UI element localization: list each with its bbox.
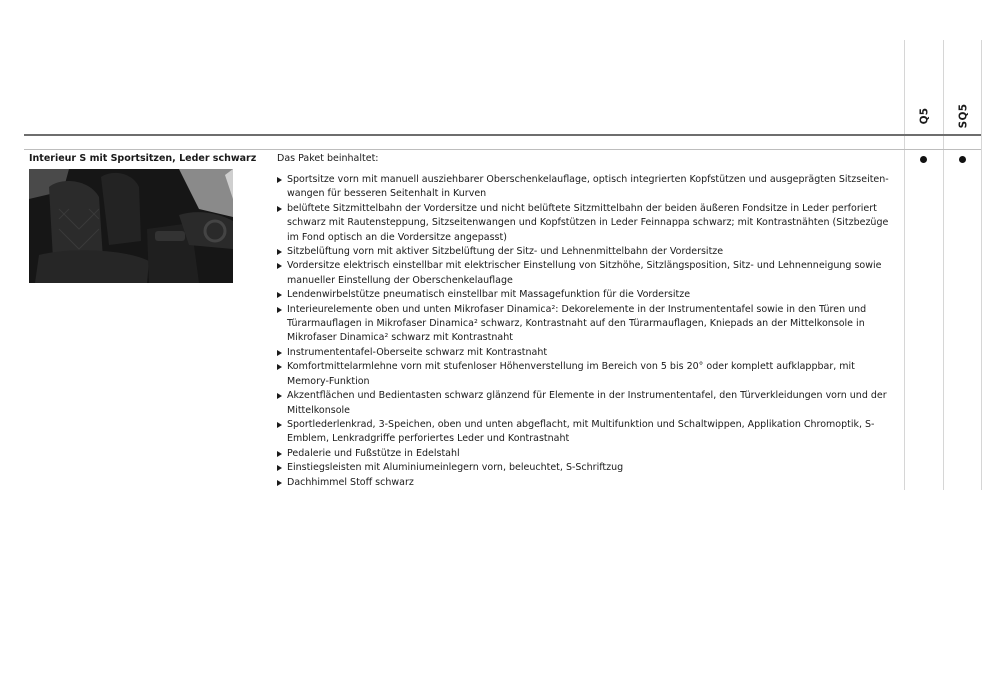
triangle-bullet-icon [277,292,282,298]
list-item [277,346,897,360]
list-item-text: Akzentflächen und Bedientasten schwarz glänzend für Elemente in der Instrumententafel, den Türverkleidungen vorn und der Mittelkonsole [287,390,887,416]
triangle-bullet-icon [277,177,282,183]
feature-title: Interieur S mit Sportsitzen, Leder schwarz [29,153,257,164]
triangle-bullet-icon [277,422,282,428]
triangle-bullet-icon [277,465,282,471]
list-item-text: Dachhimmel Stoff schwarz [287,476,414,488]
list-item [277,418,897,447]
triangle-bullet-icon [277,480,282,486]
package-intro: Das Paket beinhaltet: [277,153,379,164]
row-rule [24,149,981,150]
list-item-text: Pedalerie und Fußstütze in Edelstahl [287,447,460,459]
list-item-text: Sportlederlenkrad, 3-Speichen, oben und unten abgeflacht, mit Multifunktion und Schaltwippen, Applikation Chromoptik, S-Emblem, Lenkradgriffe perforiertes Leder und Kontrastnaht [287,418,875,445]
triangle-bullet-icon [277,206,282,212]
list-item [277,389,897,418]
interior-seat-image [29,169,233,283]
list-item [277,447,897,461]
list-item [277,461,897,475]
column-header-q5 [916,90,932,130]
list-item-text: Instrumententafel-Oberseite schwarz mit Kontrastnaht [287,346,548,358]
list-item-text: Vordersitze elektrisch einstellbar mit elektrischer Einstellung von Sitzhöhe, Sitzlängsposition, Sitz- und Lehnenneigung sowie manueller Einstellung der Oberschenkelauflage [287,260,882,286]
package-items-list [277,173,897,490]
header-rule [24,134,981,136]
column-header-sq5 [955,90,971,130]
list-item [277,202,897,245]
list-item [277,173,897,202]
list-item-text: belüftete Sitzmittelbahn der Vordersitze und nicht belüftete Sitzmittelbahn der beiden äußeren Fondsitze in Leder perforiert schwarz mit Rautensteppung, Sitzseitenwangen und Kopfstützen in Leder Feinnappa schwarz; mit Kontrastnähten (Sitzbezüge im Fond optisch an die Vordersitze angepasst) [287,202,889,243]
list-item-text: Sitzbelüftung vorn mit aktiver Sitzbelüftung der Sitz- und Lehnenmittelbahn der Vordersitze [287,246,724,258]
list-item-text: Lendenwirbelstütze pneumatisch einstellbar mit Massagefunktion für die Vordersitze [287,289,691,301]
list-item-text: Interieurelemente oben und unten Mikrofaser Dinamica²: Dekorelemente in der Instrumententafel sowie in den Türen und Türarmauflagen in Mikrofaser Dinamica² schwarz, Kontrastnaht auf den Türarmauflagen, Kniepads an der Mittelkonsole in Mikrofaser Dinamica² schwarz mit Kontrastnaht [287,303,867,344]
column-header-q5-label: Q5 [918,107,930,125]
availability-dot-q5 [920,156,927,163]
column-divider-q5-left [904,40,905,490]
triangle-bullet-icon [277,263,282,269]
list-item [277,245,897,259]
column-header-sq5-label: SQ5 [957,103,970,129]
list-item [277,360,897,389]
column-divider-sq5-right [981,40,982,490]
list-item-text: Sportsitze vorn mit manuell ausziehbarer Oberschenkelauflage, optisch integrierten Kopfstützen und ausgeprägten Sitzseiten-wangen für besseren Seitenhalt in Kurven [287,174,889,200]
list-item [277,259,897,288]
triangle-bullet-icon [277,451,282,457]
triangle-bullet-icon [277,307,282,313]
list-item [277,476,897,490]
list-item [277,288,897,302]
availability-dot-sq5 [959,156,966,163]
triangle-bullet-icon [277,350,282,356]
list-item [277,303,897,346]
list-item-text: Komfortmittelarmlehne vorn mit stufenloser Höhenverstellung im Bereich von 5 bis 20° oder komplett aufklappbar, mit Memory-Funktion [287,361,855,387]
triangle-bullet-icon [277,393,282,399]
triangle-bullet-icon [277,249,282,255]
column-divider-q5-right [943,40,944,490]
list-item-text: Einstiegsleisten mit Aluminiumeinlegern vorn, beleuchtet, S-Schriftzug [287,462,624,474]
triangle-bullet-icon [277,364,282,370]
